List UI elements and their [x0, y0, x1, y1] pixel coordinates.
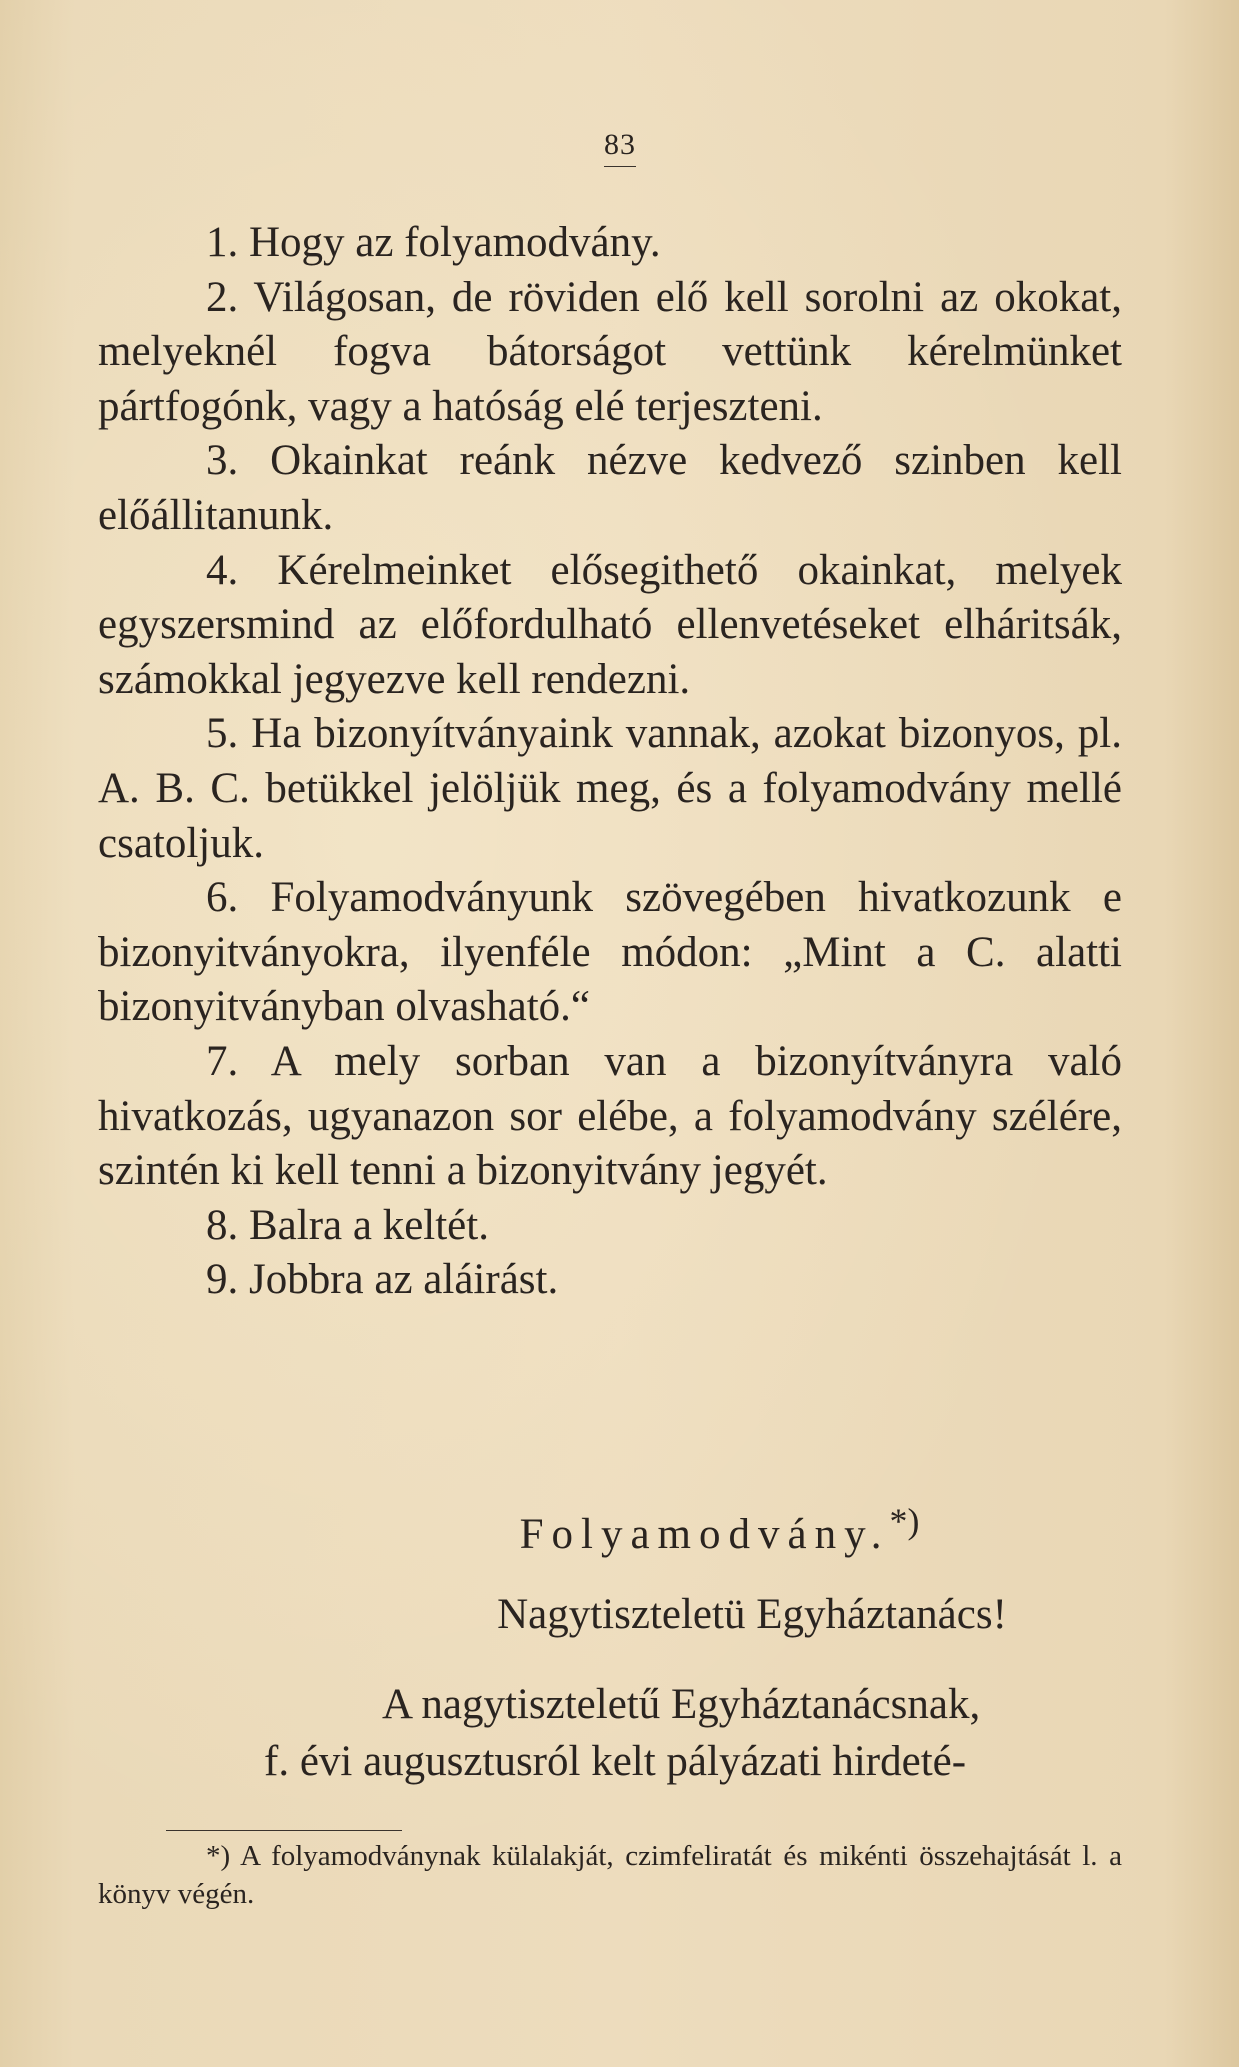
footnote-marker: *): [889, 1501, 920, 1541]
section-heading: [0, 1500, 1239, 1559]
list-item: 7. A mely sorban van a bizonyítványra való hivatkozás, ugyanazon sor elébe, a folyamodvány szélére, szintén ki kell tenni a bizonyitvány jegyét.: [98, 1037, 1122, 1195]
letter-body: [264, 1676, 1122, 1790]
footnote-text: *) A folyamodványnak külalakját, czimfeliratát és mikénti összehajtását l. a könyv végén.: [98, 1840, 1122, 1910]
heading-text: Folyamodvány.: [519, 1511, 890, 1559]
footnote: [98, 1837, 1122, 1913]
list-item: 5. Ha bizonyítványaink vannak, azokat bizonyos, pl. A. B. C. betükkel jelöljük meg, és a folyamodvány mellé csatoljuk.: [98, 710, 1122, 867]
instruction-list: [98, 216, 1122, 1308]
salutation-text: Nagytiszteletü Egyháztanács!: [497, 1591, 1007, 1638]
page-number: 83: [604, 128, 636, 167]
list-item: 2. Világosan, de röviden elő kell sorolni az okokat, melyeknél fogva bátorságot vettünk kérelmünket pártfogónk, vagy a hatóság elé terjeszteni.: [98, 273, 1122, 430]
list-item: 6. Folyamodványunk szövegében hivatkozunk e bizonyitványokra, ilyenféle módon: „Mint a C. alatti bizonyitványban olvasható.“: [98, 874, 1122, 1031]
list-item: 3. Okainkat reánk nézve kedvező szinben kell előállitanunk.: [98, 437, 1122, 539]
list-item: 9. Jobbra az aláirást.: [206, 1256, 559, 1304]
list-item: 1. Hogy az folyamodvány.: [206, 219, 661, 266]
list-item: 8. Balra a keltét.: [206, 1201, 489, 1249]
letter-salutation: [0, 1590, 1239, 1639]
letter-line: f. évi augusztusról kelt pályázati hirdeté-: [264, 1738, 967, 1785]
page-header: [540, 128, 700, 167]
list-item: 4. Kérelmeinket elősegithető okainkat, melyek egyszersmind az előfordulható ellenvetéseket elháritsák, számokkal jegyezve kell rendezni.: [98, 546, 1122, 703]
letter-line: A nagytiszteletű Egyháztanácsnak,: [382, 1681, 981, 1728]
footnote-divider: [166, 1830, 402, 1831]
